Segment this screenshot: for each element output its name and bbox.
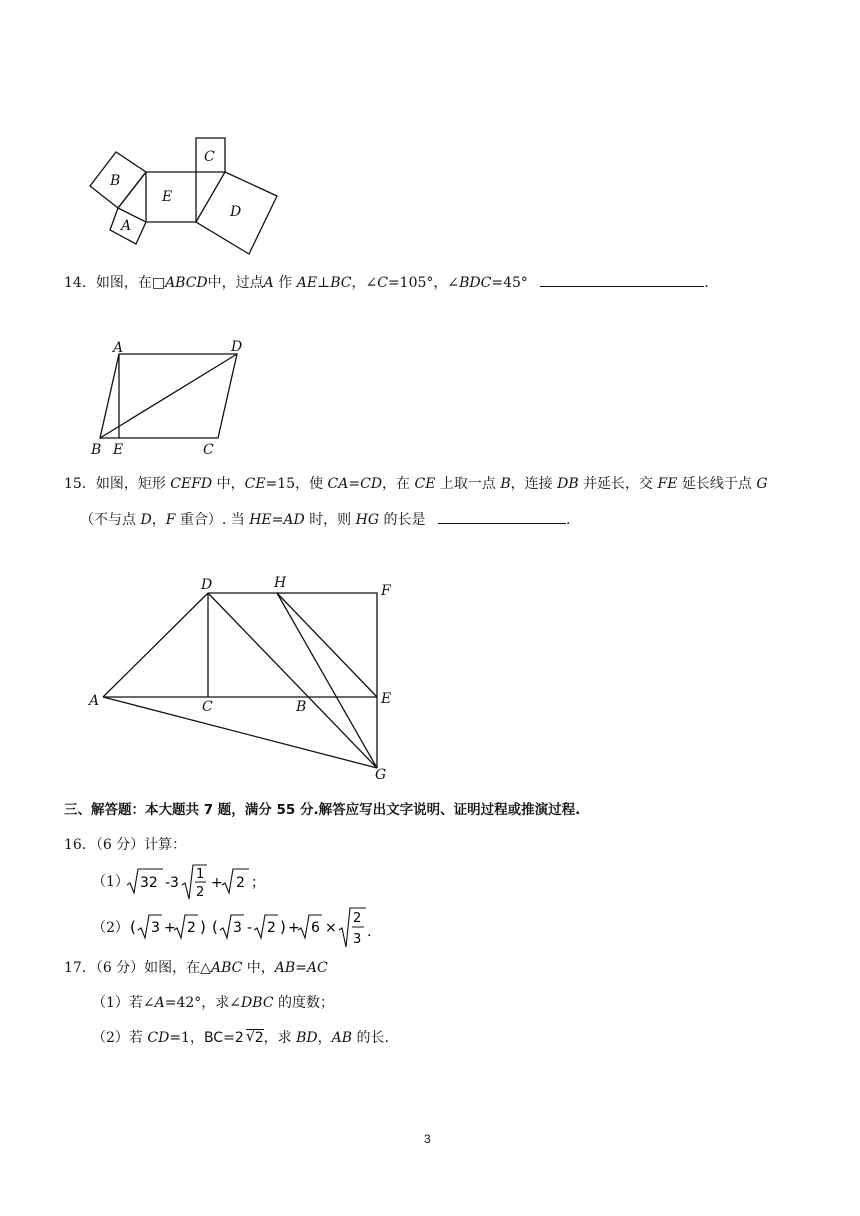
figure-14-parallelogram: [90, 345, 250, 445]
svg-text:3: 3: [233, 920, 242, 936]
diagonal-bd: [100, 354, 237, 438]
svg-text:×: ×: [325, 920, 337, 936]
q16-expression-2: [128, 906, 398, 950]
svg-text:.: .: [367, 924, 372, 940]
svg-text:+: +: [164, 920, 176, 936]
fig14-label-d: D: [231, 339, 243, 355]
fig14-label-a: A: [113, 340, 124, 356]
figure-15-rectangle: [95, 585, 395, 775]
fig15-label-d: D: [201, 577, 213, 593]
sqrt-2: √ 2: [245, 1027, 264, 1046]
radicand-32: 32: [140, 875, 158, 891]
question-17: 17．（6 分）如图，在△ABC 中，AB=AC: [64, 960, 328, 976]
question-15-line-1: 15．如图，矩形 CEFD 中，CE=15，使 CA=CD，在 CE 上取一点 B，连接 DB 并延长，交 FE 延长线于点 G: [64, 476, 768, 492]
svg-text:): ): [200, 918, 206, 936]
fig15-label-g: G: [375, 767, 387, 783]
fig15-label-e: E: [381, 691, 392, 707]
page-number: 3: [424, 1132, 431, 1146]
svg-text:；: ；: [251, 875, 265, 891]
question-16: 16．（6 分）计算：: [64, 837, 187, 853]
segment-ag: [103, 697, 377, 768]
question-14: 14．如图，在□ABCD中，过点A 作 AE⊥BC，∠C=105°，∠BDC=45° .: [64, 272, 709, 293]
question-17-part-2: （2）若 CD=1，BC=2 √ 2，求 BD，AB 的长.: [92, 1027, 389, 1046]
svg-text:3: 3: [151, 920, 160, 936]
svg-text:+: +: [211, 875, 223, 891]
q16-expression-1: [125, 863, 285, 903]
svg-text:(: (: [212, 918, 218, 936]
svg-text:2: 2: [187, 920, 196, 936]
figure-13-squares: [85, 130, 285, 260]
section-3-heading: 三、解答题：本大题共 7 题，满分 55 分.解答应写出文字说明、证明过程或推演过程.: [64, 802, 581, 818]
answer-blank-14[interactable]: [540, 272, 704, 287]
svg-text:2: 2: [267, 920, 276, 936]
fig15-label-b: B: [296, 699, 307, 715]
svg-text:(: (: [130, 918, 136, 936]
fig15-label-a: A: [89, 693, 100, 709]
svg-text:2: 2: [196, 885, 205, 900]
answer-blank-15[interactable]: [438, 509, 566, 524]
q15-number: 15．: [64, 476, 96, 492]
fig14-label-c: C: [203, 442, 214, 458]
svg-text:): ): [280, 918, 286, 936]
q17-number: 17．: [64, 960, 96, 976]
fig15-label-f: F: [381, 583, 391, 599]
fig15-label-h: H: [274, 575, 287, 591]
svg-text:2: 2: [236, 875, 245, 891]
question-17-part-1: （1）若∠A=42°，求∠DBC 的度数；: [92, 995, 334, 1011]
fig15-label-c: C: [202, 699, 213, 715]
svg-text:+: +: [288, 920, 300, 936]
question-16-part-2: （2）: [92, 920, 129, 936]
svg-text:1: 1: [196, 867, 205, 882]
q16-number: 16．: [64, 837, 96, 853]
fig13-label-d: D: [230, 204, 242, 220]
fig13-label-a: A: [121, 218, 132, 234]
svg-text:-3: -3: [165, 875, 179, 891]
q14-number: 14．: [64, 275, 96, 291]
svg-text:6: 6: [311, 920, 320, 936]
fig13-label-c: C: [204, 149, 215, 165]
parallelogram-symbol: □: [151, 275, 166, 291]
fig13-label-e: E: [162, 189, 173, 205]
fig13-label-b: B: [110, 173, 121, 189]
svg-text:-: -: [247, 920, 253, 936]
svg-text:2: 2: [353, 911, 362, 926]
segment-ad: [103, 593, 208, 697]
question-15-line-2: （不与点 D，F 重合）. 当 HE=AD 时，则 HG 的长是 .: [80, 509, 570, 530]
svg-text:3: 3: [353, 932, 362, 947]
fig14-label-b: B: [91, 442, 102, 458]
fig14-label-e: E: [113, 442, 124, 458]
question-16-part-1: （1）: [92, 874, 129, 890]
